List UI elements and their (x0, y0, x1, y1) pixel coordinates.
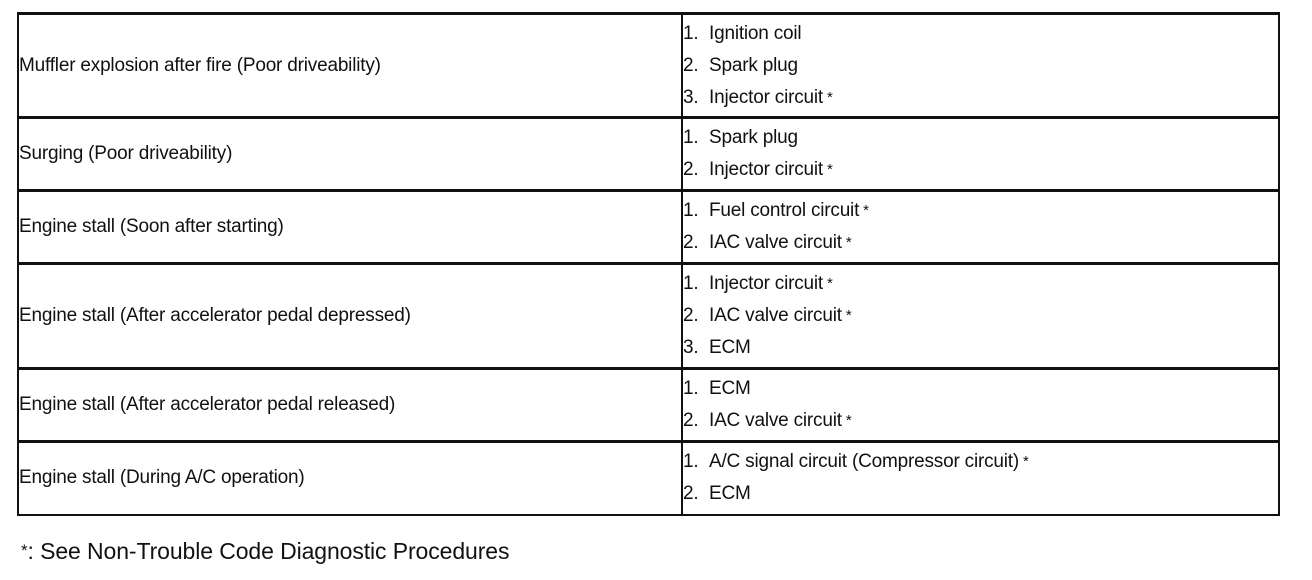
footnote-asterisk: * (21, 541, 28, 560)
cause-item (683, 405, 1278, 437)
cause-text: ECM (709, 337, 751, 358)
cause-text: Injector circuit (709, 86, 824, 108)
asterisk-marker: * (827, 88, 833, 106)
cause-number: 1. (683, 200, 699, 221)
cause-number: 1. (683, 22, 699, 44)
cause-number: 2. (683, 410, 699, 431)
cause-text: Spark plug (709, 127, 798, 148)
probable-cause-cell (682, 264, 1279, 369)
cause-item (683, 446, 1278, 478)
symptom-cell (18, 118, 682, 191)
symptom-cell (18, 14, 682, 118)
asterisk-marker: * (845, 412, 852, 429)
table-row (18, 14, 1279, 118)
cause-text: Fuel control circuit (709, 200, 860, 221)
symptom-cell (18, 191, 682, 264)
asterisk-marker: * (845, 234, 852, 251)
diagnostic-table (17, 12, 1280, 516)
cause-number: 3. (683, 337, 699, 358)
cause-number: 2. (683, 232, 699, 253)
cause-item (683, 332, 1278, 364)
cause-number: 2. (683, 305, 699, 326)
cause-text: Injector circuit (709, 159, 824, 180)
symptom-text: Engine stall (After accelerator pedal depressed) (19, 305, 411, 326)
symptom-text: Engine stall (After accelerator pedal released) (19, 394, 396, 415)
cause-item (683, 122, 1278, 154)
cause-item (683, 18, 1278, 50)
diagnostic-table-body (18, 14, 1279, 515)
cause-item (683, 154, 1278, 186)
symptom-cell (18, 369, 682, 442)
cause-item (683, 373, 1278, 405)
cause-text: Ignition coil (709, 22, 802, 44)
symptom-text: Surging (Poor driveability) (19, 143, 233, 164)
cause-text: Injector circuit (709, 273, 824, 294)
cause-item (683, 195, 1278, 227)
cause-text: IAC valve circuit (709, 232, 842, 253)
asterisk-marker: * (827, 275, 833, 292)
cause-item (683, 50, 1278, 82)
probable-cause-cell (682, 118, 1279, 191)
probable-cause-cell (682, 191, 1279, 264)
symptom-cell (18, 442, 682, 515)
probable-cause-cell (682, 14, 1279, 118)
cause-number: 1. (683, 127, 699, 148)
cause-text: A/C signal circuit (Compressor circuit) (709, 451, 1019, 473)
cause-item (683, 478, 1278, 510)
cause-number: 3. (683, 86, 699, 108)
symptom-text: Engine stall (Soon after starting) (19, 216, 284, 237)
cause-number: 1. (683, 273, 699, 294)
cause-number: 1. (683, 378, 699, 399)
footnote (21, 538, 509, 565)
asterisk-marker: * (1023, 453, 1029, 471)
symptom-text: Muffler explosion after fire (Poor driveability) (19, 54, 381, 76)
asterisk-marker: * (863, 202, 869, 219)
cause-text: ECM (709, 483, 751, 505)
cause-number: 2. (683, 159, 699, 180)
asterisk-marker: * (827, 161, 833, 178)
probable-cause-cell (682, 442, 1279, 515)
probable-cause-cell (682, 369, 1279, 442)
table-row (18, 264, 1279, 369)
symptom-text: Engine stall (During A/C operation) (19, 467, 305, 489)
cause-text: IAC valve circuit (709, 305, 842, 326)
asterisk-marker: * (845, 307, 852, 324)
table-row (18, 191, 1279, 264)
cause-text: ECM (709, 378, 751, 399)
cause-item (683, 300, 1278, 332)
table-row (18, 369, 1279, 442)
cause-number: 2. (683, 483, 699, 505)
footnote-text: : See Non-Trouble Code Diagnostic Procedures (27, 538, 510, 564)
cause-text: IAC valve circuit (709, 410, 842, 431)
table-row (18, 442, 1279, 515)
table-row (18, 118, 1279, 191)
cause-item (683, 227, 1278, 259)
cause-text: Spark plug (709, 54, 798, 76)
cause-item (683, 268, 1278, 300)
symptom-cell (18, 264, 682, 369)
cause-number: 1. (683, 451, 699, 473)
cause-item (683, 82, 1278, 114)
cause-number: 2. (683, 54, 699, 76)
